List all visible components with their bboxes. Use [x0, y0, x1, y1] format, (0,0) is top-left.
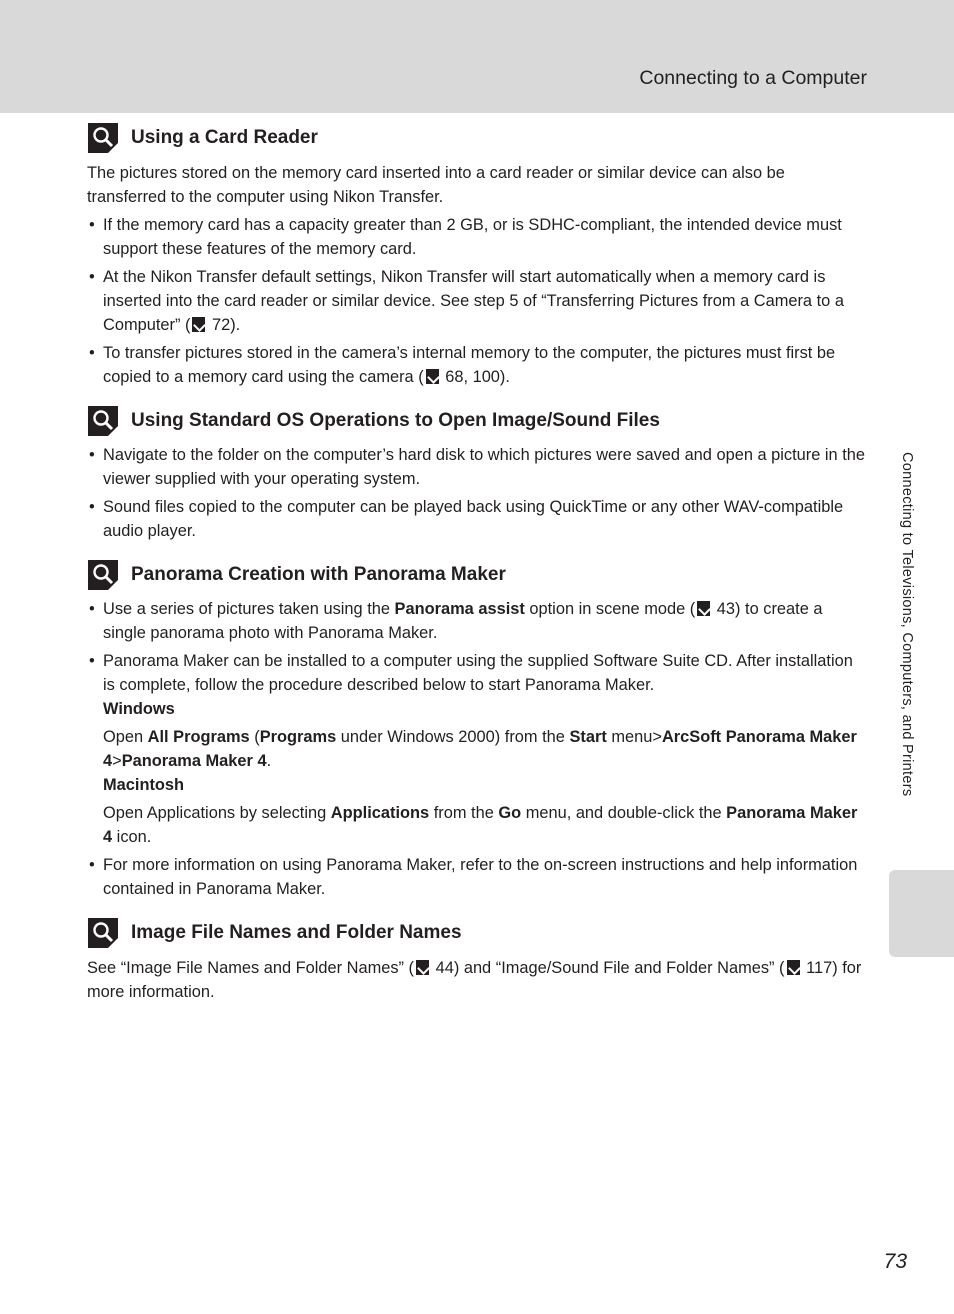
section-file-names	[87, 915, 865, 1004]
menu-label: Start	[569, 728, 607, 746]
section-heading	[88, 120, 865, 156]
section-os-operations	[87, 403, 865, 543]
bullet-dot: •	[89, 498, 95, 516]
bullet-dot: •	[89, 344, 95, 362]
menu-label: Panorama Maker 4	[121, 752, 267, 770]
list-item	[87, 649, 865, 849]
menu-label: Panorama Maker 4	[103, 804, 858, 846]
list-item-text: option in scene mode (	[524, 600, 696, 618]
chapter-tab	[889, 870, 954, 957]
list-item-text: If the memory card has a capacity greater than 2 GB, or is SDHC-compliant, the intended device must support these features of the memory card.	[103, 216, 842, 258]
paragraph	[87, 956, 865, 1004]
text: Open	[103, 728, 148, 746]
page-reference-icon	[787, 960, 800, 975]
bullet-dot: •	[89, 446, 95, 464]
section-heading	[88, 403, 865, 439]
text: icon.	[112, 828, 152, 846]
page-header-title: Connecting to a Computer	[639, 67, 867, 89]
list-item	[87, 265, 865, 337]
note-icon	[88, 123, 118, 153]
note-icon	[88, 918, 118, 948]
section-heading	[88, 557, 865, 593]
page-reference-icon	[416, 960, 429, 975]
menu-option-label: Panorama assist	[394, 600, 525, 618]
menu-label: All Programs	[147, 728, 250, 746]
list-item	[87, 213, 865, 261]
menu-label: ArcSoft Panorama Maker 4	[103, 728, 857, 770]
bullet-dot: •	[89, 652, 95, 670]
list-item	[87, 443, 865, 491]
menu-label: Programs	[259, 728, 337, 746]
page-number: 73	[883, 1250, 907, 1273]
list-item-text: Navigate to the folder on the computer’s hard disk to which pictures were saved and open a picture in the viewer supplied with your operating system.	[103, 446, 866, 488]
bullet-dot: •	[89, 856, 95, 874]
page-reference-icon	[697, 601, 710, 616]
section-title: Image File Names and Folder Names	[131, 922, 462, 943]
note-icon	[88, 406, 118, 436]
text: See “Image File Names and Folder Names” (	[87, 959, 415, 977]
note-icon	[88, 560, 118, 590]
list-item	[87, 341, 865, 389]
windows-instructions	[103, 725, 865, 773]
text: Open Applications by selecting	[103, 804, 331, 822]
section-title: Using Standard OS Operations to Open Image/Sound Files	[131, 410, 660, 431]
page-reference-icon	[192, 317, 205, 332]
list-item-text: Panorama Maker can be installed to a computer using the supplied Software Suite CD. After installation is complete, follow the procedure described below to start Panorama Maker.	[103, 652, 853, 694]
section-card-reader	[87, 120, 865, 389]
section-title: Panorama Creation with Panorama Maker	[131, 564, 506, 585]
text: menu, and double-click the	[521, 804, 727, 822]
bullet-list	[87, 597, 865, 901]
text: menu>	[606, 728, 662, 746]
page-content	[87, 120, 865, 1004]
list-item-text: 72).	[207, 316, 241, 334]
text: from the	[429, 804, 499, 822]
list-item-text: Use a series of pictures taken using the	[103, 600, 395, 618]
bullet-list	[87, 213, 865, 389]
text: >	[112, 752, 122, 770]
bullet-dot: •	[89, 600, 95, 618]
section-title: Using a Card Reader	[131, 127, 318, 148]
list-item-text: To transfer pictures stored in the camera’s internal memory to the computer, the pictures must first be copied to a memory card using the camera (	[103, 344, 836, 386]
list-item-text: 68, 100).	[440, 368, 510, 386]
section-panorama	[87, 557, 865, 901]
list-item-text: At the Nikon Transfer default settings, Nikon Transfer will start automatically when a memory card is inserted into the card reader or similar device. See step 5 of “Transferring Pictures from a Camera to a Computer” (	[103, 268, 844, 334]
menu-label: Applications	[330, 804, 430, 822]
list-item-text: 43) to create a single panorama photo with Panorama Maker.	[103, 600, 823, 642]
macintosh-instructions	[103, 801, 865, 849]
bullet-list	[87, 443, 865, 543]
section-heading	[88, 915, 865, 951]
windows-heading: Windows	[103, 700, 175, 718]
bullet-dot: •	[89, 268, 95, 286]
list-item	[87, 853, 865, 901]
list-item	[87, 495, 865, 543]
text: (	[249, 728, 260, 746]
chapter-side-label: Connecting to Televisions, Computers, and Printers	[899, 452, 915, 797]
header-band	[0, 0, 954, 113]
text: .	[266, 752, 272, 770]
list-item	[87, 597, 865, 645]
macintosh-heading: Macintosh	[103, 776, 185, 794]
paragraph: The pictures stored on the memory card inserted into a card reader or similar device can also be transferred to the computer using Nikon Transfer.	[87, 164, 785, 206]
page-reference-icon	[426, 369, 439, 384]
list-item-text: Sound files copied to the computer can be played back using QuickTime or any other WAV-compatible audio player.	[103, 498, 844, 540]
text: 117) for more information.	[87, 959, 862, 1001]
text: under Windows 2000) from the	[336, 728, 570, 746]
text: 44) and “Image/Sound File and Folder Names” (	[431, 959, 785, 977]
bullet-dot: •	[89, 216, 95, 234]
list-item-text: For more information on using Panorama Maker, refer to the on-screen instructions and help information contained in Panorama Maker.	[103, 856, 858, 898]
menu-label: Go	[498, 804, 522, 822]
